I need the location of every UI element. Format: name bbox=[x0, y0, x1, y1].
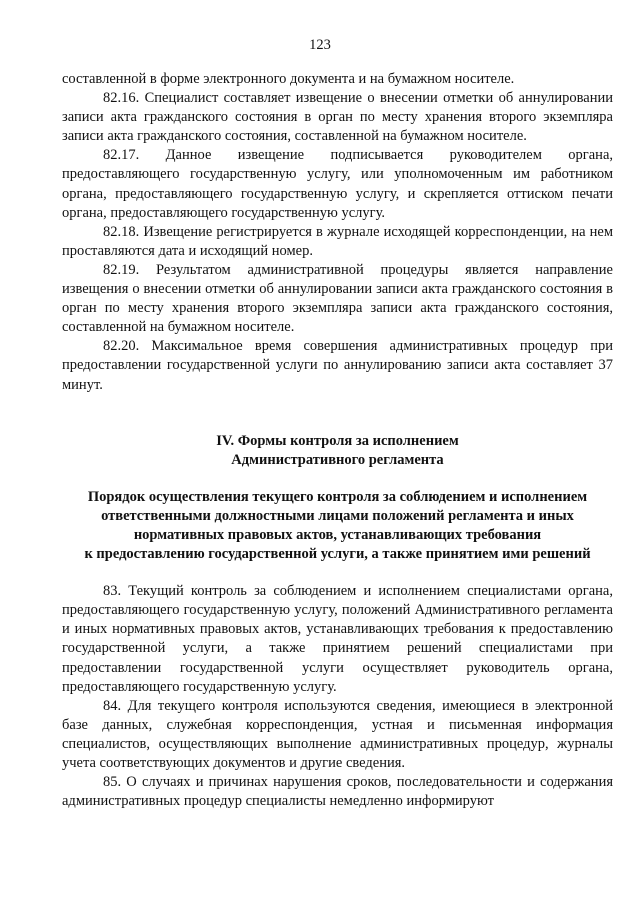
subsection-heading-line: ответственными должностными лицами положений регламента и иных bbox=[101, 507, 574, 524]
subsection-heading bbox=[62, 488, 613, 564]
paragraph-82-19: 82.19. Результатом административной процедуры является направление извещения о внесении отметки об аннулировании записи акта гражданского состояния в орган по месту хранения второго экземпляра записи акта гражданского состояния, составленной на бумажном носителе. bbox=[62, 261, 613, 336]
spacer bbox=[62, 564, 613, 582]
subsection-heading-line: к предоставлению государственной услуги, а также принятием ими решений bbox=[84, 546, 591, 563]
section-heading-line: Административного регламента bbox=[231, 451, 444, 468]
paragraph-85: 85. О случаях и причинах нарушения сроков, последовательности и содержания административных процедур специалисты немедленно информируют bbox=[62, 774, 613, 810]
paragraph-82-20: 82.20. Максимальное время совершения административных процедур при предоставлении государственной услуги по аннулированию записи акта составляет 37 минут. bbox=[62, 338, 613, 393]
section-heading-line: IV. Формы контроля за исполнением bbox=[216, 432, 459, 449]
paragraph-continuation: составленной в форме электронного документа и на бумажном носителе. bbox=[62, 71, 515, 87]
page-number: 123 bbox=[309, 37, 331, 53]
section-heading bbox=[62, 432, 613, 470]
paragraph-82-16: 82.16. Специалист составляет извещение о внесении отметки об аннулировании записи акта гражданского состояния в орган по месту хранения второго экземпляра записи акта гражданского состояния, составленной на бумажном носителе. bbox=[62, 90, 613, 145]
subsection-heading-line: Порядок осуществления текущего контроля за соблюдением и исполнением bbox=[87, 488, 588, 505]
paragraph-82-17: 82.17. Данное извещение подписывается руководителем органа, предоставляющего государственную услугу, или уполномоченным им работником органа, предоставляющего государственную услугу, и скрепляется оттиском печати органа, предоставляющего государственную услугу. bbox=[62, 147, 613, 221]
paragraph-84: 84. Для текущего контроля используются сведения, имеющиеся в электронной базе данных, служебная корреспонденция, устная и письменная информация специалистов, осуществляющих выполнение административных процедур, журналы учета соответствующих документов и другие сведения. bbox=[62, 697, 613, 771]
subsection-heading-line: нормативных правовых актов, устанавливающих требования bbox=[133, 526, 542, 543]
document-body bbox=[62, 70, 613, 811]
paragraph-82-18: 82.18. Извещение регистрируется в журнале исходящей корреспонденции, на нем проставляются дата и исходящий номер. bbox=[62, 223, 613, 259]
paragraph-83: 83. Текущий контроль за соблюдением и исполнением специалистами органа, предоставляющего государственную услугу, положений Административного регламента и иных нормативных правовых актов, устанавливающих требования к предоставлению государственной услуги, а также принятием решений специалистами при предоставлении государственной услуги осуществляет руководитель органа, предоставляющего государственную услугу. bbox=[62, 583, 613, 695]
